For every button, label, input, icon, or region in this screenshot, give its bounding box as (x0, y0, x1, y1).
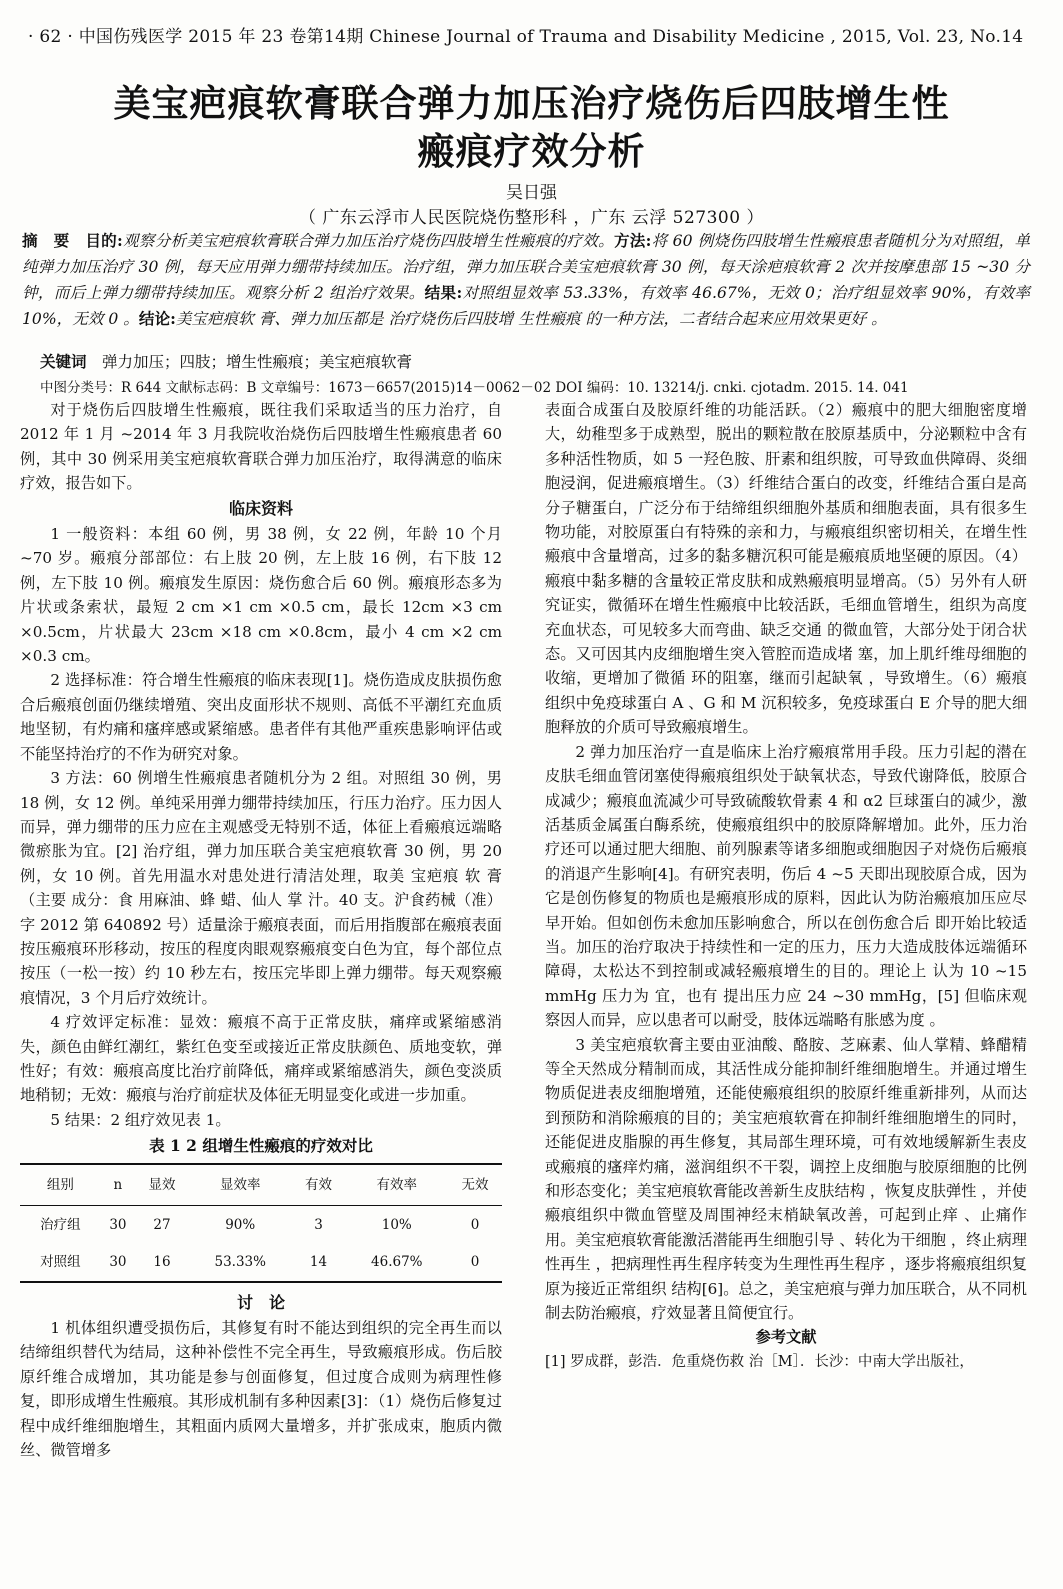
discussion-continued-paragraph: 表面合成蛋白及胶原纤维的功能活跃。（2）瘢痕中的肥大细胞密度增大，幼稚型多于成熟型，脱出的颗粒散在胶原基质中，分泌颗粒中含有多种活性物质，如 5 一羟色胺、肝素和组织胺，可导致血供障碍、炎细胞浸润，促进瘢痕增生。（3）纤维结合蛋白的改变，纤维结合蛋白是高分子糖蛋白，广泛分布于结缔组织细胞外基质和细胞表面，具有很多生物功能，对胶原蛋白有特殊的亲和力，与瘢痕组织密切相关，在增生性瘢痕中含量增高，过多的黏多糖沉积可能是瘢痕质地坚硬的原因。（4）瘢痕中黏多糖的含量较正常皮肤和成熟瘢痕明显增高。（5）另外有人研究证实，微循环在增生性瘢痕中比较活跃，毛细血管增生，组织为高度充血状态，可见较多大而弯曲、缺乏交通 的微血管，大部分处于闭合状态。又可因其内皮细胞增生突入管腔而造成堵 塞，加上肌纤维母细胞的收缩，更增加了微循 环的阻塞，继而引起缺氧 ，导致增生。（6）瘢痕组织中免疫球蛋白 A 、G 和 M 沉积较多，免疫球蛋白 E 介导的肥大细胞释放的介质可导致瘢痕增生。 (545, 401, 1027, 737)
table-header-cell: 组别 (46, 1176, 74, 1193)
table-cell: 30 (109, 1216, 127, 1233)
table-header-cell: 无效 (461, 1176, 489, 1193)
article-title-line-1: 美宝疤痕软膏联合弹力加压治疗烧伤后四肢增生性 (113, 81, 950, 125)
affiliation: （ 广东云浮市人民医院烧伤整形科 ，广东 云浮 527300 ） (299, 208, 764, 228)
abstract (22, 228, 1030, 332)
table-cell: 3 (314, 1216, 323, 1233)
abstract-purpose: 观察分析美宝疤痕软膏联合弹力加压治疗烧伤四肢增生性瘢痕的疗效。 (122, 232, 614, 250)
abstract-results: 对照组显效率 53.33%，有效率 46.67%，无效 0；治疗组显效率 90%，有效率 10%，无效 0 。 (22, 284, 1030, 328)
table-cell: 16 (153, 1253, 171, 1270)
section-heading-discussion: 讨 论 (236, 1292, 285, 1312)
conclusion-label: 结论: (138, 309, 176, 328)
methods-label: 方法: (613, 231, 652, 250)
author: 吴日强 (506, 183, 557, 203)
abstract-conclusion: 美宝疤痕软 膏、弹力加压都是 治疗烧伤后四肢增 生性瘢痕 的一种方法，二者结合起来应用效果更好 。 (175, 310, 887, 328)
reference-item: [1] 罗成群，彭浩．危重烧伤救 治［M］．长沙：中南大学出版社， (545, 1353, 974, 1370)
table-header-cell: 有效率 (376, 1176, 418, 1193)
left-column (20, 398, 502, 1462)
table-cell: 14 (309, 1253, 328, 1270)
right-column (545, 398, 1027, 1374)
table-header-cell: n (113, 1176, 123, 1193)
table-cell: 30 (109, 1253, 127, 1270)
keywords-text: 弹力加压；四肢；增生性瘢痕；美宝疤痕软膏 (102, 353, 413, 371)
table-cell: 0 (470, 1216, 480, 1233)
keywords-label: 关键词 (40, 352, 87, 371)
results-label: 结果: (424, 283, 463, 302)
table-cell: 治疗组 (40, 1216, 81, 1233)
clinical-paragraph-5: 5 结果：2 组疗效见表 1。 (50, 1110, 231, 1129)
table-row (20, 1244, 502, 1282)
keywords (40, 350, 1030, 372)
discussion-paragraph-3: 3 美宝疤痕软膏主要由亚油酸、酪胺、芝麻素、仙人掌精、蜂醋精等全天然成分精制而成，其活性成分能抑制纤维细胞增生。并通过增生物质促进表皮细胞增殖，还能使瘢痕组织的胶原纤维重新排列，从而达到预防和消除瘢痕的目的；美宝疤痕软膏在抑制纤维细胞增生的同时，还能促进皮脂腺的再生修复，其局部生理环境，可有效地缓解新生表皮或瘢痕的瘙痒灼痛，滋润组织不干裂，调控上皮细胞与胶原细胞的比例和形态变化；美宝疤痕软膏能改善新生皮肤结构 ，恢复皮肤弹性 ，并使瘢痕组织中微血管壁及周围神经末梢缺氧改善，可起到止痒 、止痛作用。美宝疤痕软膏能激活潜能再生细胞引导 、转化为干细胞 ，终止病理性再生 ，把病理性再生程序转变为生理性再生程序 ，逐步将瘢痕组织复原为接近正常组织 结构[6]。总之，美宝疤痕与弹力加压联合，从不同机制去防治瘢痕，疗效显著且简便宜行。 (545, 1035, 1027, 1323)
article-title-line-2: 瘢痕疗效分析 (417, 129, 646, 173)
section-heading-clinical: 临床资料 (228, 498, 293, 518)
clinical-paragraph-1: 1 一般资料：本组 60 例，男 38 例，女 22 例，年龄 10 个月 ~70 岁。瘢痕分部部位：右上肢 20 例，左上肢 16 例，右下肢 12 例，左下肢 10 例。瘢痕发生原因：烧伤愈合后 60 例。瘢痕形态多为片状或条索状，最短 2 cm ×1 cm ×0.5 cm，最长 12cm ×3 cm ×0.5cm，片状最大 23cm ×18 cm ×0.8cm，最小 4 cm ×2 cm ×0.3 cm。 (20, 525, 502, 666)
table-cell: 对照组 (40, 1253, 81, 1270)
abstract-label: 摘 要 目的: (22, 231, 123, 250)
table-row (20, 1206, 502, 1244)
clinical-paragraph-3: 3 方法：60 例增生性瘢痕患者随机分为 2 组。对照组 30 例，男 18 例，女 12 例。单纯采用弹力绷带持续加压，行压力治疗。压力因人而异，弹力绷带的压力应在主观感受无特别不适，体征上看瘢痕远端略微瘀胀为宜。[2] 治疗组，弹力加压联合美宝疤痕软膏 30 例，男 20 例，女 10 例。首先用温水对患处进行清洁处理，取美 宝疤痕 软 膏（主要 成分：食 用麻油、蜂 蜡、仙人 掌 汁。40 支。沪食药械（准）字 2012 第 640892 号）适量涂于瘢痕表面，而后用指腹部在瘢痕表面按压瘢痕环形移动，按压的程度肉眼观察瘢痕变白色为宜，每个部位点按压（一松一按）约 10 秒左右，按压完毕即上弹力绷带。每天观察瘢痕情况，3 个月后疗效统计。 (20, 769, 502, 1007)
table-title: 表 1 2 组增生性瘢痕的疗效对比 (149, 1136, 373, 1156)
table-cell: 90% (225, 1216, 256, 1233)
clinical-paragraph-4: 4 疗效评定标准：显效：瘢痕不高于正常皮肤，痛痒或紧缩感消失，颜色由鲜红潮红，紫红色变至或接近正常皮肤颜色、质地变软，弹性好；有效：瘢痕高度比治疗前降低，痛痒或紧缩感消失，颜色变淡质地稍韧；无效：瘢痕与治疗前症状及体征无明显变化或进一步加重。 (20, 1013, 502, 1105)
clinical-paragraph-2: 2 选择标准：符合增生性瘢痕的临床表现[1]。烧伤造成皮肤损伤愈合后瘢痕创面仍继续增殖、突出皮面形状不规则、高低不平潮红充血质地坚韧，有灼痛和瘙痒感或紧缩感。患者伴有其他严重疾患影响评估或不能坚持治疗的不作为研究对象。 (20, 671, 502, 763)
table-cell: 46.67% (371, 1253, 423, 1270)
table-cell: 0 (470, 1253, 480, 1270)
efficacy-table (20, 1163, 502, 1283)
running-head: · 62 · 中国伤残医学 2015 年 23 卷第14期 Chinese Journal of Trauma and Disability Medicine , 2015, Vol. 23, No.14 (28, 27, 1024, 47)
classification-line: 中图分类号：R 644 文献标志码：B 文章编号：1673－6657(2015)14－0062－02 DOI 编码：10. 13214/j. cnki. cjotadm. 2015. 14. 041 (40, 380, 909, 396)
table-header-row (20, 1164, 502, 1206)
intro-paragraph: 对于烧伤后四肢增生性瘢痕，既往我们采取适当的压力治疗，自 2012 年 1 月 ~2014 年 3 月我院收治烧伤后四肢增生性瘢痕患者 60 例，其中 30 例采用美宝疤痕软膏联合弹力加压治疗，取得满意的临床疗效，报告如下。 (20, 401, 502, 493)
table-cell: 10% (381, 1216, 412, 1233)
table-cell: 53.33% (214, 1253, 266, 1270)
table-header-cell: 显效率 (219, 1176, 261, 1193)
references-heading: 参考文献 (755, 1328, 817, 1347)
table-header-cell: 显效 (148, 1176, 176, 1193)
table-header-cell: 有效 (305, 1176, 332, 1193)
discussion-paragraph-2: 2 弹力加压治疗一直是临床上治疗瘢痕常用手段。压力引起的潜在皮肤毛细血管闭塞使得瘢痕组织处于缺氧状态，导致代谢降低，胶原合成减少；瘢痕血流减少可导致硫酸软骨素 4 和 α2 巨球蛋白的减少，激活基质金属蛋白酶系统，使瘢痕组织中的胶原降解增加。此外，压力治疗还可以通过肥大细胞、前列腺素等诸多细胞或细胞因子对烧伤后瘢痕的消退产生影响[4]。有研究表明，伤后 4 ~5 天即出现胶原合成，因为它是创伤修复的物质也是瘢痕形成的原料，因此认为防治瘢痕加压应尽早开始。但如创伤未愈加压影响愈合，所以在创伤愈合后 即开始比较适当。加压的治疗取决于持续性和一定的压力，压力大造成肢体远端循环障碍，太松达不到控制或减轻瘢痕增生的目的。理论上 认为 10 ~15 mmHg 压力为 宜，也有 提出压力应 24 ~30 mmHg，[5] 但临床观察因人而异，应以患者可以耐受，肢体远端略有胀感为度 。 (545, 742, 1027, 1030)
discussion-paragraph-1: 1 机体组织遭受损伤后，其修复有时不能达到组织的完全再生而以结缔组织替代为结局，这种补偿性不完全再生，导致瘢痕形成。伤后胶原纤维合成增加，其功能是参与创面修复，但过度合成则为病理性修复，即形成增生性瘢痕。其形成机制有多种因素[3]：（1）烧伤后修复过程中成纤维细胞增生，其粗面内质网大量增多，并扩张成束，胞质内微丝、微管增多 (20, 1319, 502, 1460)
abstract-methods: 将 60 例烧伤四肢增生性瘢痕患者随机分为对照组，单纯弹力加压治疗 30 例，每天应用弹力绷带持续加压。治疗组，弹力加压联合美宝疤痕软膏 30 例，每天涂疤痕软膏 2 次并按摩患部 15 ~30 分钟，而后上弹力绷带持续加压。观察分析 2 组治疗效果。 (22, 232, 1031, 302)
table-cell: 27 (153, 1216, 171, 1233)
